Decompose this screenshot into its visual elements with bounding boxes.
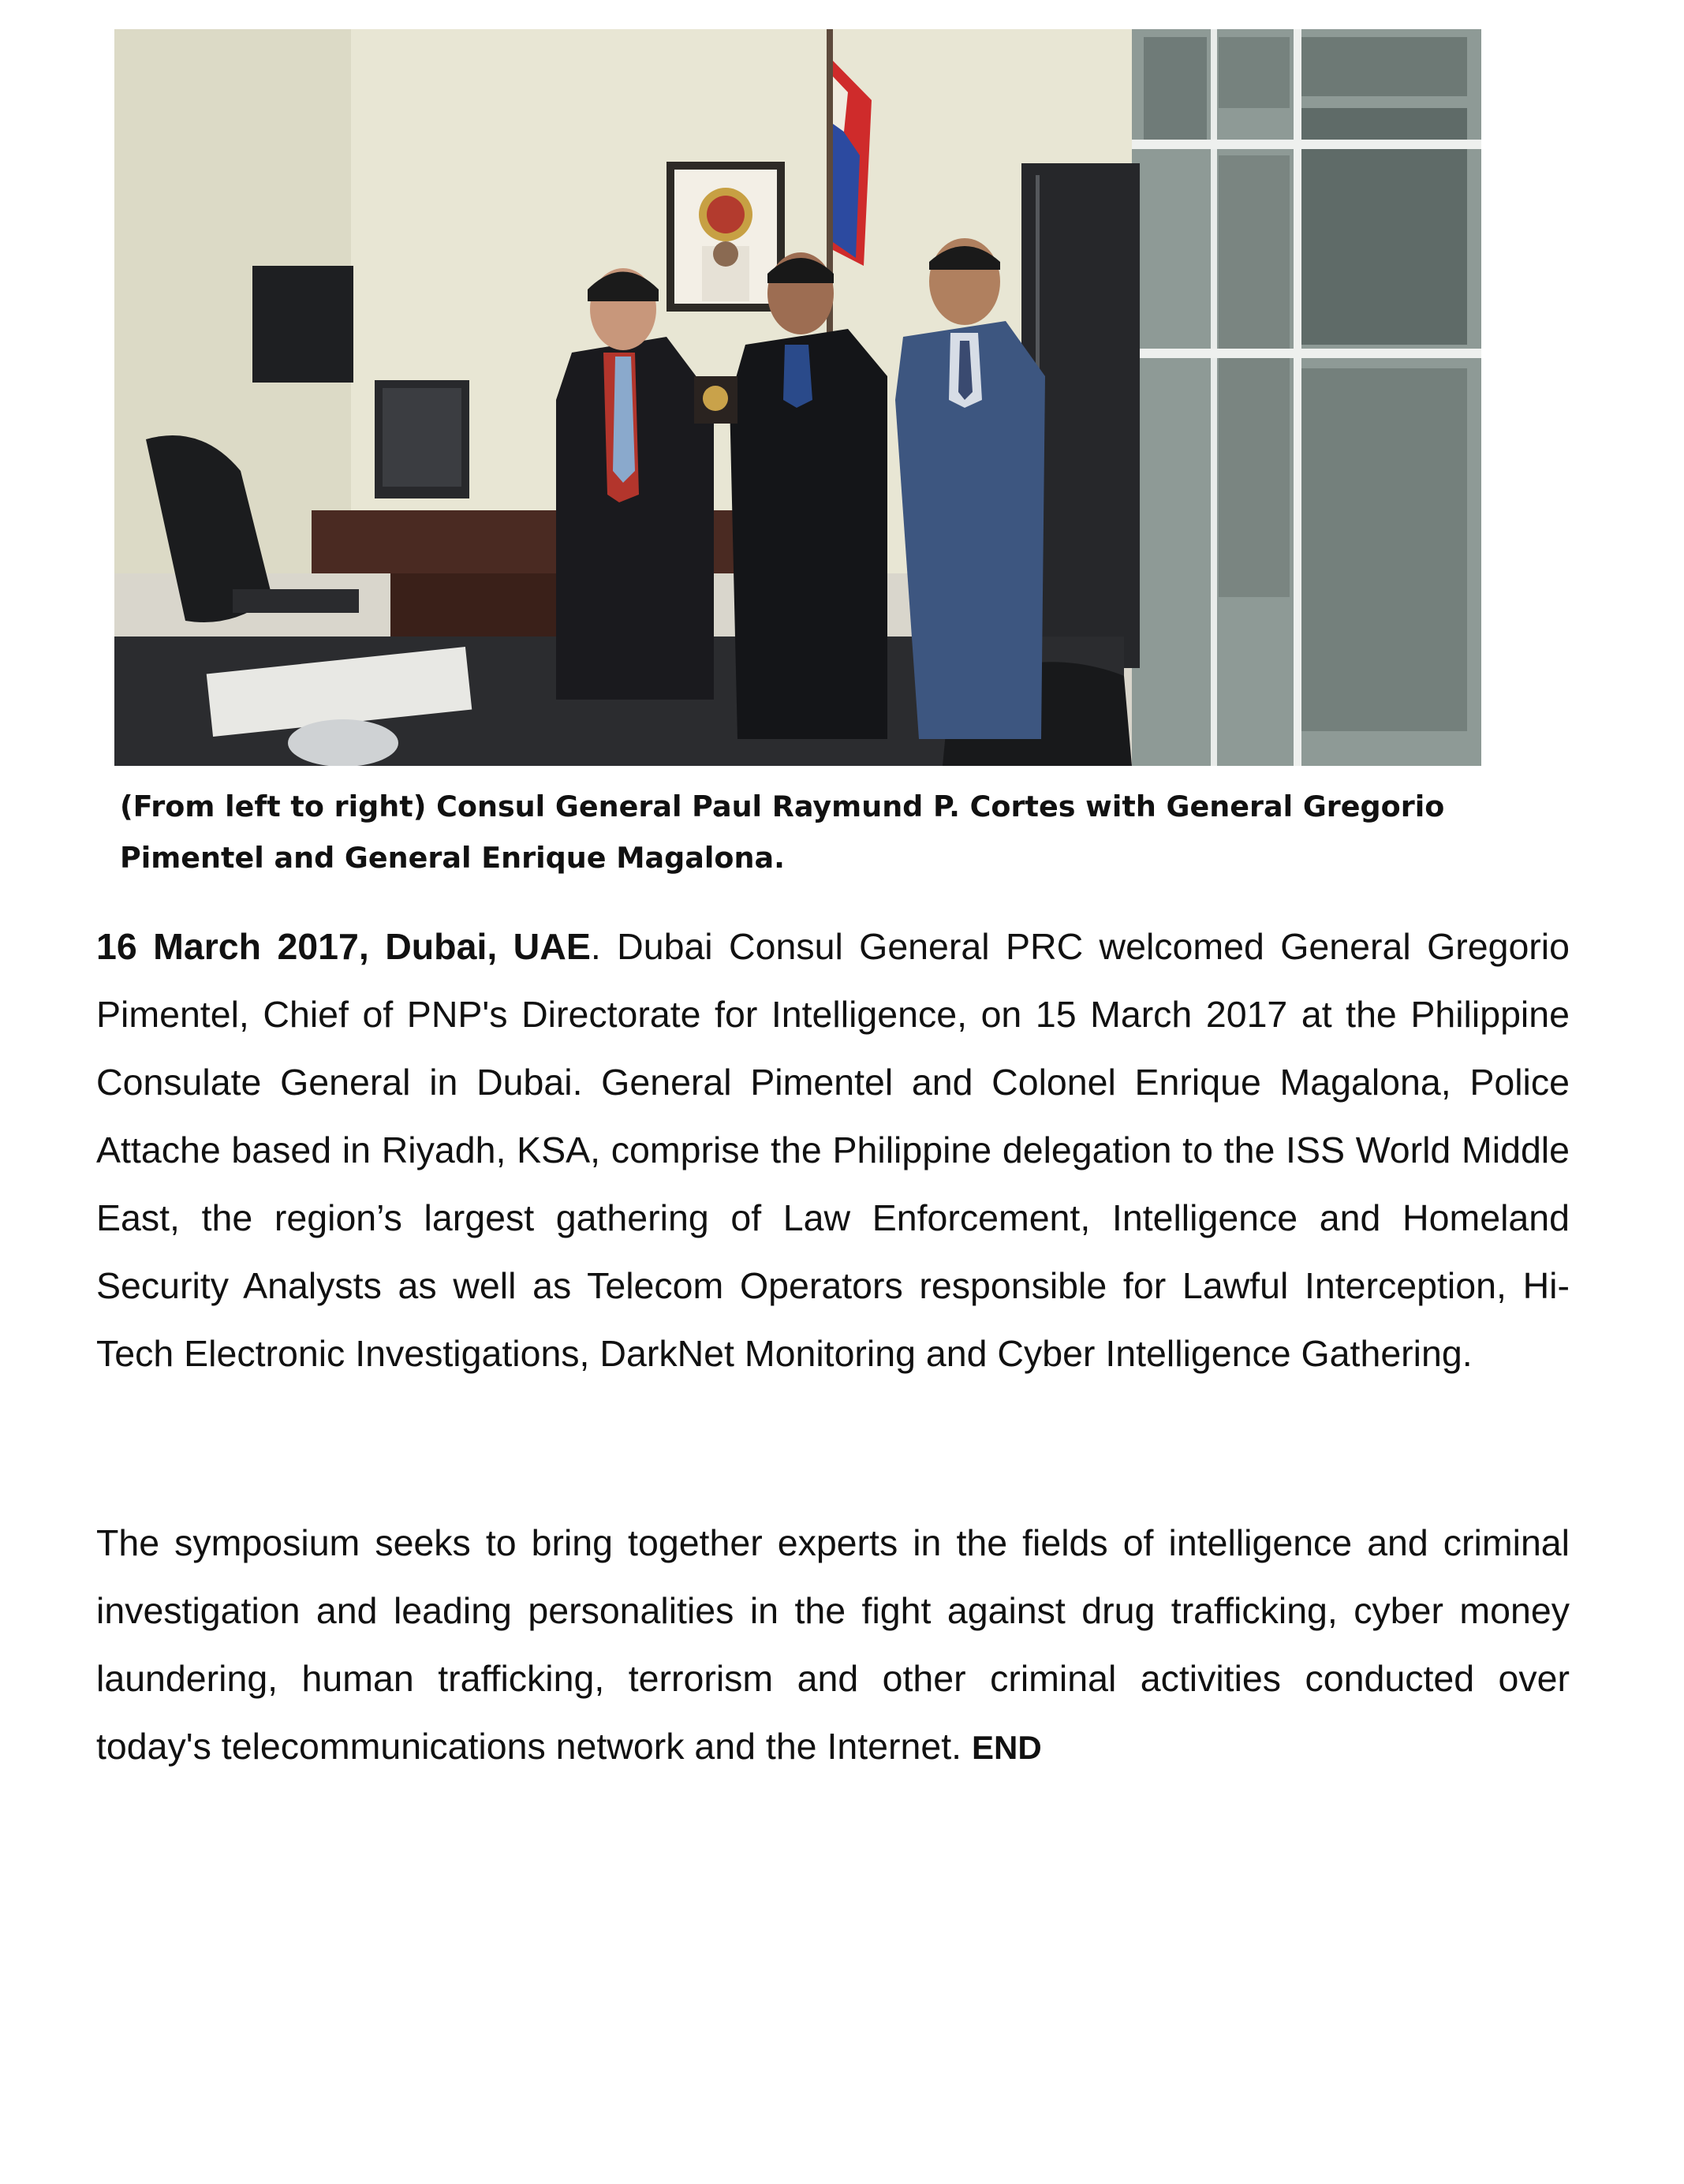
news-photo <box>114 29 1481 766</box>
glass-partition <box>1132 29 1481 766</box>
dateline: 16 March 2017, Dubai, UAE <box>96 926 591 967</box>
office-meeting-photo <box>114 29 1481 766</box>
end-marker: END <box>972 1729 1042 1766</box>
paragraph-1-body: . Dubai Consul General PRC welcomed General Gregorio Pimentel, Chief of PNP's Directorate for Intelligence, on 15 March 2017 at the Philippine Consulate General in Dubai. General Pimentel and Colonel Enrique Magalona, Police Attache based in Riyadh, KSA, comprise the Philippine delegation to the ISS World Middle East, the region’s largest gathering of Law Enforcement, Intelligence and Homeland Security Analysts as well as Telecom Operators responsible for Lawful Interception, Hi-Tech Electronic Investigations, DarkNet Monitoring and Cyber Intelligence Gathering. <box>96 926 1570 1374</box>
article-paragraph-2 <box>96 1509 1570 1782</box>
framed-portrait <box>667 162 785 312</box>
wall-tv <box>252 266 353 383</box>
paragraph-2-body: The symposium seeks to bring together experts in the fields of intelligence and criminal investigation and leading personalities in the fight against drug trafficking, cyber money laundering, human trafficking, terrorism and other criminal activities conducted over today's telecommunications network and the Internet. <box>96 1522 1570 1767</box>
photo-caption: (From left to right) Consul General Paul Raymund P. Cortes with General Gregorio Pimentel and General Enrique Magalona. <box>120 790 1445 875</box>
article-paragraph-1 <box>96 913 1570 1387</box>
